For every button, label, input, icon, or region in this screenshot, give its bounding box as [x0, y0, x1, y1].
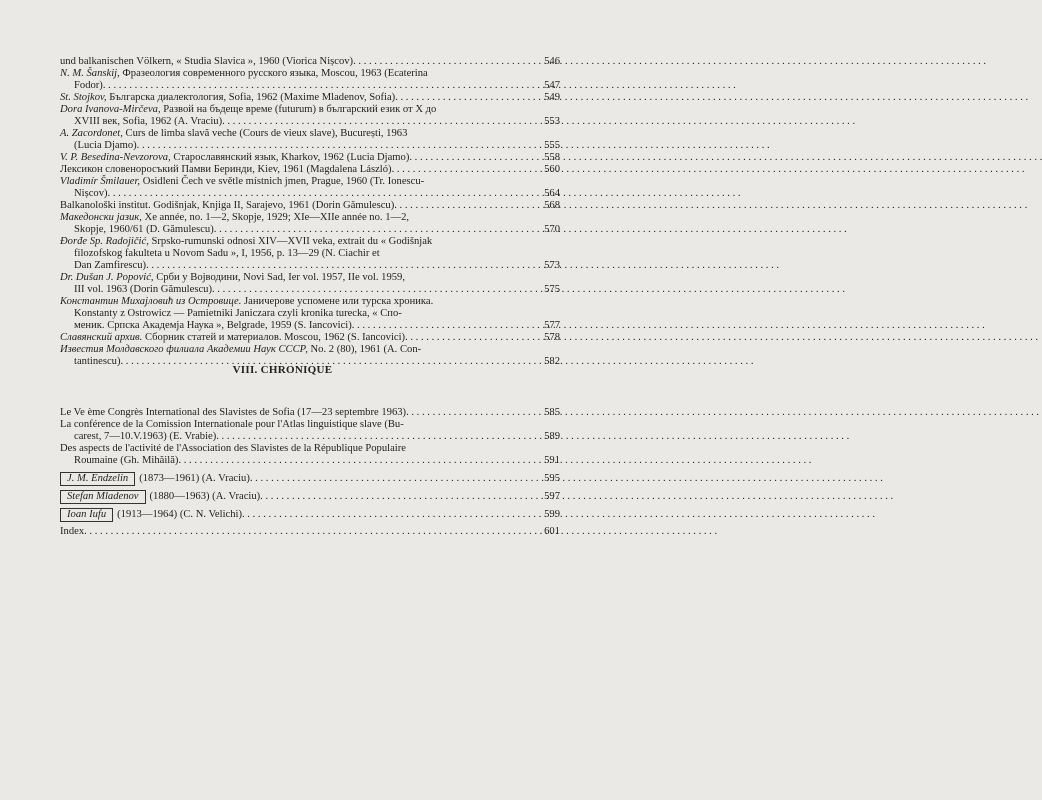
entry-text: (1913—1964) (C. N. Velichi)	[117, 509, 242, 520]
entry-text: Des aspects de l'activité de l'Association des Slavistes de la République Populaire	[60, 443, 406, 454]
index-entry	[60, 526, 560, 538]
page-number: 553	[544, 116, 560, 128]
page-number: 568	[544, 200, 560, 211]
entry-author: A. Zacordonet,	[60, 128, 123, 139]
page-number: 575	[544, 284, 560, 296]
bib-entry	[60, 212, 560, 236]
page-number: 573	[544, 260, 560, 272]
obituary-name: Stefan Mladenov	[60, 490, 146, 504]
page-number: 577	[544, 320, 560, 332]
page-number: 564	[544, 188, 560, 200]
page-number: 585	[544, 407, 560, 418]
bib-entry	[60, 152, 560, 164]
entry-text: Xe année, no. 1—2, Skopje, 1929; XIe—XIIe année no. 1—2,	[144, 212, 410, 223]
page-number: 546	[544, 56, 560, 67]
entry-text: carest, 7—10.V.1963) (E. Vrabie)	[74, 431, 217, 443]
page-number: 549	[544, 92, 560, 103]
page-number: 597	[544, 491, 560, 502]
page-number: 599	[544, 509, 560, 520]
entry-text: (Lucia Djamo)	[74, 140, 137, 152]
bib-entry	[60, 200, 560, 212]
obituary-entry	[60, 508, 560, 522]
entry-text: Skopje, 1960/61 (D. Gămulescu)	[74, 224, 214, 236]
bib-entry	[60, 236, 560, 273]
section-heading: VIII. CHRONIQUE	[232, 364, 333, 376]
entry-author: V. P. Besedina-Nevzorova,	[60, 152, 171, 163]
chronique-entry	[60, 443, 560, 467]
bib-entry	[60, 332, 560, 344]
bib-entry	[60, 68, 560, 92]
obituary-name: Ioan Iufu	[60, 508, 113, 522]
entry-text: tantinescu)	[74, 356, 121, 368]
bib-entry	[60, 164, 560, 176]
entry-text: Старославянский язык, Kharkov, 1962 (Lucia Djamo)	[173, 152, 410, 163]
bib-entry	[60, 296, 560, 333]
page-number: 578	[544, 332, 560, 343]
chronique-entry	[60, 407, 560, 419]
entry-text: Roumaine (Gh. Mihăilă)	[74, 455, 179, 467]
obituary-name: J. M. Endzelin	[60, 472, 135, 486]
page-number: 589	[544, 431, 560, 443]
entry-author: Константин Михаjловић из Островице.	[60, 296, 242, 307]
bib-entry	[60, 104, 560, 128]
entry-text: Osidleni Čech ve světle místnich jmen, Prague, 1960 (Tr. Ionescu-	[142, 176, 425, 187]
page-number: 591	[544, 455, 560, 467]
entry-text: Јаничерове успомене или турска хроника.	[244, 296, 434, 307]
bib-entry	[60, 128, 560, 152]
entry-author: Đorđe Sp. Radojičić,	[60, 236, 149, 247]
entry-author: St. Stojkov,	[60, 92, 107, 103]
bib-entry	[60, 92, 560, 104]
entry-text: Konstanty z Ostrowicz — Pamietniki Janiczara czyli kronika turecka, « Спо-	[74, 308, 402, 320]
bib-entry	[60, 176, 560, 200]
entry-text: Curs de limba slavă veche (Cours de vieux slave), București, 1963	[125, 128, 408, 139]
entry-author: Vladimír Šmilauer,	[60, 176, 141, 187]
page-number: 595	[544, 473, 560, 484]
entry-text: Срби у Војводини, Novi Sad, Ier vol. 1957, IIe vol. 1959,	[156, 272, 405, 283]
page-number: 555	[544, 140, 560, 152]
entry-text: Развой на бъдеще време (futurum) в българский език от X до	[163, 104, 437, 115]
entry-author: Dr. Dušan J. Popović,	[60, 272, 154, 283]
entry-author: N. M. Šanskij,	[60, 68, 120, 79]
obituary-entry	[60, 472, 560, 486]
page-number: 560	[544, 164, 560, 175]
entry-author: Македонски јазик,	[60, 212, 142, 223]
page-number: 582	[544, 356, 560, 368]
entry-text: III vol. 1963 (Dorin Gămulescu)	[74, 284, 212, 296]
entry-text: filozofskog fakulteta u Novom Sadu », I, 1956, p. 13—29 (N. Ciachir et	[74, 248, 380, 260]
chronique-entry	[60, 419, 560, 443]
entry-text: Сборник статей и материалов. Moscou, 1962 (S. Iancovici)	[144, 332, 406, 343]
bib-entry	[60, 56, 560, 68]
obituary-entry	[60, 490, 560, 504]
entry-text: Balkanološki institut. Godišnjak, Knjiga II, Sarajevo, 1961 (Dorin Gămulescu)	[60, 200, 395, 211]
entry-author: Славянский архив.	[60, 332, 143, 343]
page-number: 570	[544, 224, 560, 236]
bib-entry	[60, 272, 560, 296]
page-number: 558	[544, 152, 560, 163]
entry-text: Le Ve ème Congrès International des Slavistes de Sofia (17—23 septembre 1963)	[60, 407, 407, 418]
entry-text: XVIII век, Sofia, 1962 (A. Vraciu)	[74, 116, 223, 128]
entry-text: Nișcov)	[74, 188, 108, 200]
entry-text: меник. Српска Академја Наука », Belgrade, 1959 (S. Iancovici)	[74, 320, 352, 332]
entry-text: (1873—1961) (A. Vraciu)	[139, 473, 250, 484]
index-label: Index	[60, 526, 85, 537]
page-number: 601	[544, 526, 560, 537]
entry-text: La conférence de la Comission Internationale pour l'Atlas linguistique slave (Bu-	[60, 419, 404, 430]
entry-text: Лексикон словеноросъкий Памви Беринди, Kiev, 1961 (Magdalena László)	[60, 164, 392, 175]
entry-author: Dora Ivanova-Mirčeva,	[60, 104, 161, 115]
entry-text: Фразеология современного русского языка, Moscou, 1963 (Ecaterina	[122, 68, 428, 79]
entry-text: Dan Zamfirescu)	[74, 260, 147, 272]
page-number: 547	[544, 80, 560, 92]
entry-text: (1880—1963) (A. Vraciu)	[149, 491, 261, 502]
entry-author: Известия Молдавского филиала Академии Наук СССР,	[60, 344, 308, 355]
entry-text: No. 2 (80), 1961 (A. Con-	[310, 344, 422, 355]
entry-text: und balkanischen Völkern, « Studia Slavica », 1960 (Viorica Nișcov)	[60, 56, 354, 67]
entry-text: Srpsko-rumunski odnosi XIV—XVII veka, extrait du « Godišnjak	[151, 236, 433, 247]
entry-text: Българска диалектология, Sofia, 1962 (Maxime Mladenov, Sofia)	[109, 92, 396, 103]
entry-text: Fodor)	[74, 80, 103, 92]
